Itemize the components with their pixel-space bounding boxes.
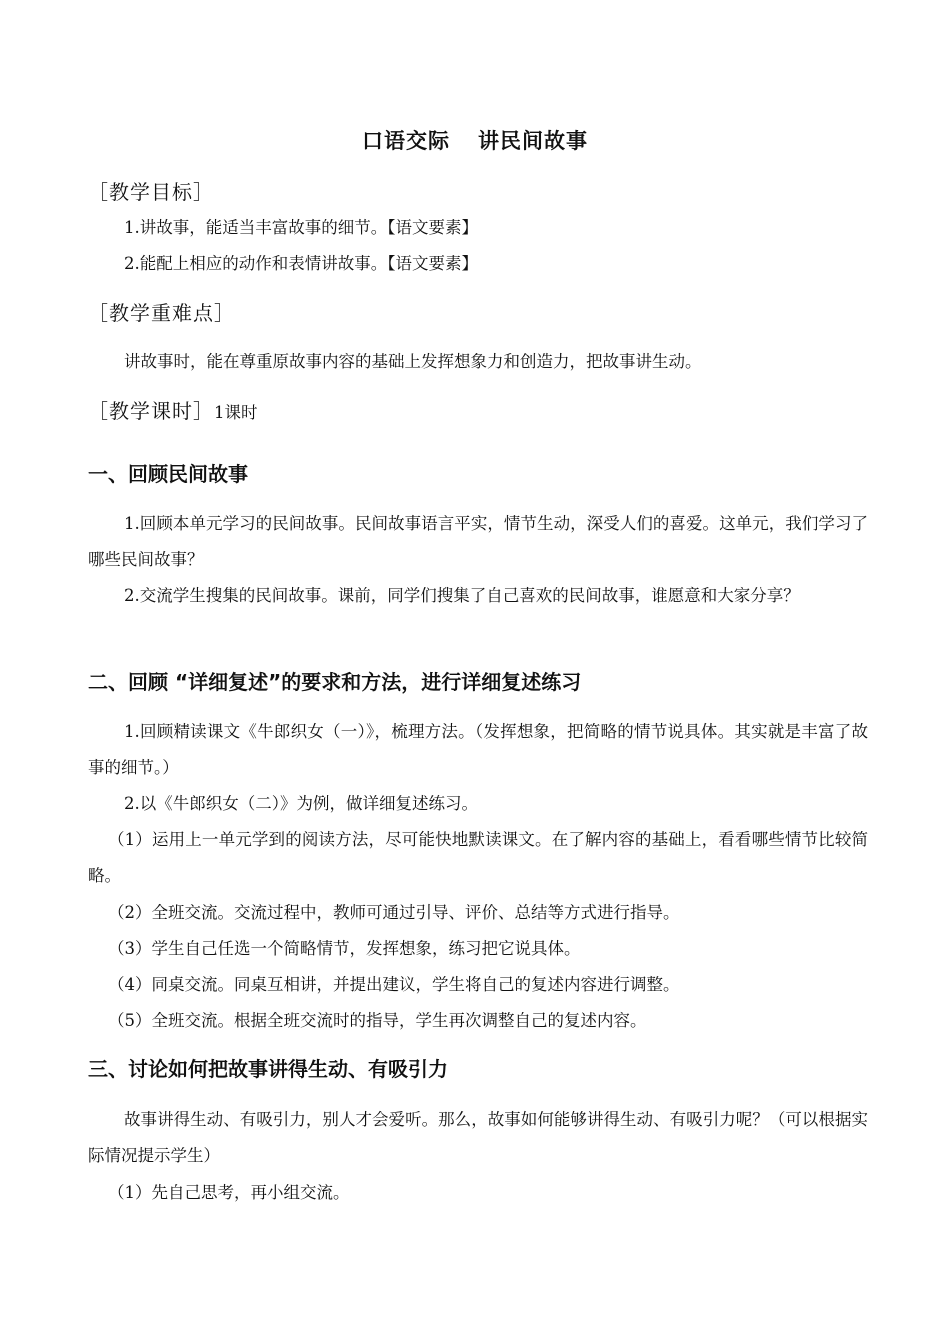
title-part-b: 讲民间故事 [478, 129, 588, 153]
title-part-a: 口语交际 [362, 129, 450, 153]
section-heading: 二、回顾 “详细复述”的要求和方法，进行详细复述练习 [88, 670, 582, 694]
section-paragraph: 1.回顾本单元学习的民间故事。民间故事语言平实，情节生动，深受人们的喜爱。这单元，我们学习了哪些民间故事？ [88, 514, 868, 569]
duration-row [88, 394, 868, 430]
key-points-label: ［教学重难点］ [88, 301, 235, 325]
key-points-text: 讲故事时，能在尊重原故事内容的基础上发挥想象力和创造力，把故事讲生动。 [124, 352, 702, 371]
section-paragraph: 故事讲得生动、有吸引力，别人才会爱听。那么，故事如何能够讲得生动、有吸引力呢？（可以根据实际情况提示学生） [88, 1110, 868, 1165]
section-paragraph: 1.回顾精读课文《牛郎织女（一）》，梳理方法。（发挥想象，把简略的情节说具体。其实就是丰富了故事的细节。） [88, 722, 868, 777]
page-title [0, 124, 950, 158]
section-paragraph: （3）学生自己任选一个简略情节，发挥想象，练习把它说具体。 [108, 939, 581, 958]
section-heading: 三、讨论如何把故事讲得生动、有吸引力 [88, 1057, 448, 1081]
objective-item: 2.能配上相应的动作和表情讲故事。【语文要素】 [124, 254, 478, 273]
section-paragraph: 2.以《牛郎织女（二）》为例，做详细复述练习。 [124, 794, 478, 813]
section-paragraph: 2.交流学生搜集的民间故事。课前，同学们搜集了自己喜欢的民间故事，谁愿意和大家分享？ [124, 586, 800, 605]
section-paragraph: （1）先自己思考，再小组交流。 [108, 1183, 350, 1202]
duration-label: ［教学课时］ [88, 399, 214, 423]
section-paragraph: （2）全班交流。交流过程中，教师可通过引导、评价、总结等方式进行指导。 [108, 903, 680, 922]
section-paragraph: （5）全班交流。根据全班交流时的指导，学生再次调整自己的复述内容。 [108, 1011, 647, 1030]
section-paragraph: （1）运用上一单元学到的阅读方法，尽可能快地默读课文。在了解内容的基础上，看看哪些情节比较简略。 [88, 830, 868, 885]
objective-item: 1.讲故事，能适当丰富故事的细节。【语文要素】 [124, 218, 478, 237]
section-heading: 一、回顾民间故事 [88, 462, 248, 486]
objectives-label: ［教学目标］ [88, 180, 214, 204]
duration-value: 1课时 [214, 403, 258, 422]
section-paragraph: （4）同桌交流。同桌互相讲，并提出建议，学生将自己的复述内容进行调整。 [108, 975, 680, 994]
